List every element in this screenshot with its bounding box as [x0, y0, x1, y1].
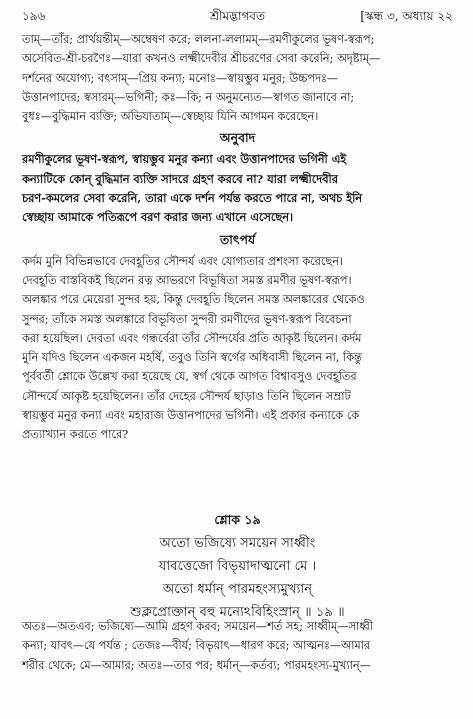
synonym-line: অতঃ—অতএব; ভজিষ্যে—আমি গ্রহণ করব; সময়েন—শর্ত সহ; সাধ্বীম্—সাধ্বী [22, 620, 373, 633]
section-label: [স্কন্ধ ৩, অধ্যায় ২২ [360, 9, 453, 23]
purport-line: দেবহূতি বাস্তবিকই ছিলেন রত্ন আভরণে বিভূষিতা সমস্ত রমণীর ভূষণ-স্বরূপ। [22, 273, 352, 287]
purport-line: প্রত্যাখ্যান করতে পারে? [22, 428, 129, 442]
synonym-line: কন্যা; যাবৎ—যে পর্যন্ত ; তেজঃ—বীর্য; বিভৃয়াৎ—ধারণ করে; আত্মনঃ—আমার [22, 639, 371, 653]
purport-line: অলঙ্কার পরে মেয়েরা সুন্দর হয়, কিন্তু দেবহূতি ছিলেন সমস্ত অলঙ্কারের থেকেও [22, 293, 365, 307]
translation-line: কন্যাটিকে কোন্ বুদ্ধিমান ব্যক্তি সাদরে গ্রহণ করবে না? যারা লক্ষ্মীদেবীর [22, 171, 338, 186]
purport-line: স্বায়ম্ভুব মনুর কন্যা এবং মহারাজ উত্তানপাদের ভগিনী। এই প্রকার কন্যাকে কে [22, 409, 360, 423]
purport-line: পূর্ববর্তী শ্লোকে উল্লেখ করা হয়েছে যে, স্বর্গ থেকে আগত বিশ্বাবসুও দেবহূতির [22, 370, 357, 384]
translation-line: রমণীকুলের ভূষণ-স্বরূপ, স্বায়ম্ভুব মনুর কন্যা এবং উত্তানপাদের ভগিনী এই [22, 152, 347, 167]
verse-line: অতো ভজিষ্যে সময়েন সাধ্বীং [159, 536, 316, 551]
synonyms-top [22, 30, 453, 126]
page-number: ১৯৬ [22, 9, 46, 23]
translation-heading: অনুবাদ [219, 130, 256, 146]
translation [22, 150, 453, 227]
book-title: শ্রীমদ্ভাগবত [209, 9, 265, 23]
purport-heading: তাৎপর্য [219, 231, 256, 247]
purport-line: মুনি যদিও ছিলেন একজন মহর্ষি, তবুও তিনি স্বর্গের অধিবাসী ছিলেন না, কিন্তু [22, 351, 362, 365]
verse-line: অতো ধর্মান্ পারমহংস্যমুখ্যান্ [162, 582, 313, 597]
synonym-line: অসেবিত-শ্রী-চরণৈঃ—যারা কখনও লক্ষ্মীদেবীর শ্রীচরণের সেবা করেনি; অদৃষ্টাম্— [22, 52, 381, 66]
synonym-line: তাম্—তাঁর; প্রার্থয়ন্তীম্—অম্বেষণ করে; ললনা-ললামম্—রমণীকুলের ভূষণ-স্বরূপ; [22, 33, 375, 46]
upper-text-block [22, 30, 453, 445]
translation-line: চরণ-কমলের সেবা করেনি, তারা একে দর্শন পর্যন্ত করতে পারে না, অথচ ইনি [22, 191, 363, 206]
verse-block [22, 508, 453, 624]
synonym-line: শরীর থেকে; মে—আমার; অতঃ—তার পর; ধর্মান্—কর্তব্য; পারমহংস্য-মুখ্যান্— [22, 658, 371, 672]
synonym-line: দর্শনের অযোগ্য; বৎসাম্—প্রিয় কন্যা; মনোঃ—স্বায়ম্ভুব মনুর; উচ্চপদঃ— [22, 71, 339, 85]
synonym-line: উত্তানপাদের; স্বসারম্—ভগিনী; কঃ—কি; ন অনুমন্যেত—স্বাগত জানাবে না; [22, 90, 355, 104]
synonyms-bottom [22, 617, 453, 675]
purport-line: করা হয়েছিল। দেবতা এবং গন্ধর্বেরা তাঁর সৌন্দর্যের প্রতি আকৃষ্ট ছিলেন। কর্দম [22, 331, 362, 345]
verse-line: শুক্লপ্রোক্তান্ বহু মন্যেঽবিহিংস্রান্ ॥ ১৯ ॥ [130, 605, 345, 620]
purport-line: সুন্দর; তাঁকে সমস্ত অলঙ্কারে বিভূষিতা সুন্দরী রমণীদের ভূষণ-স্বরূপ বিবেচনা [22, 312, 352, 326]
translation-line: স্বেচ্ছায় আমাকে পতিরূপে বরণ করার জন্য এখানে এসেছেন। [22, 210, 293, 225]
purport [22, 252, 453, 445]
purport-line: কর্দম মুনি বিভিন্নভাবে দেবহূতির সৌন্দর্য এবং যোগ্যতার প্রশংসা করেছেন। [22, 254, 344, 268]
synonym-line: বুধঃ—বুদ্ধিমান ব্যক্তি; অভিযাতাম্—স্বেচ্ছায় যিনি আগমন করেছেন। [22, 110, 319, 124]
verse-line: যাবত্তেজো বিভৃয়াদাত্মনো মে । [158, 559, 317, 574]
purport-line: সৌন্দর্যে আকৃষ্ট হয়েছিলেন। তাঁর দেহের সৌন্দর্য ছাড়াও তিনি ছিলেন সম্রাট [22, 389, 351, 403]
page-header [22, 6, 453, 26]
verse-heading: শ্লোক ১৯ [214, 512, 261, 527]
